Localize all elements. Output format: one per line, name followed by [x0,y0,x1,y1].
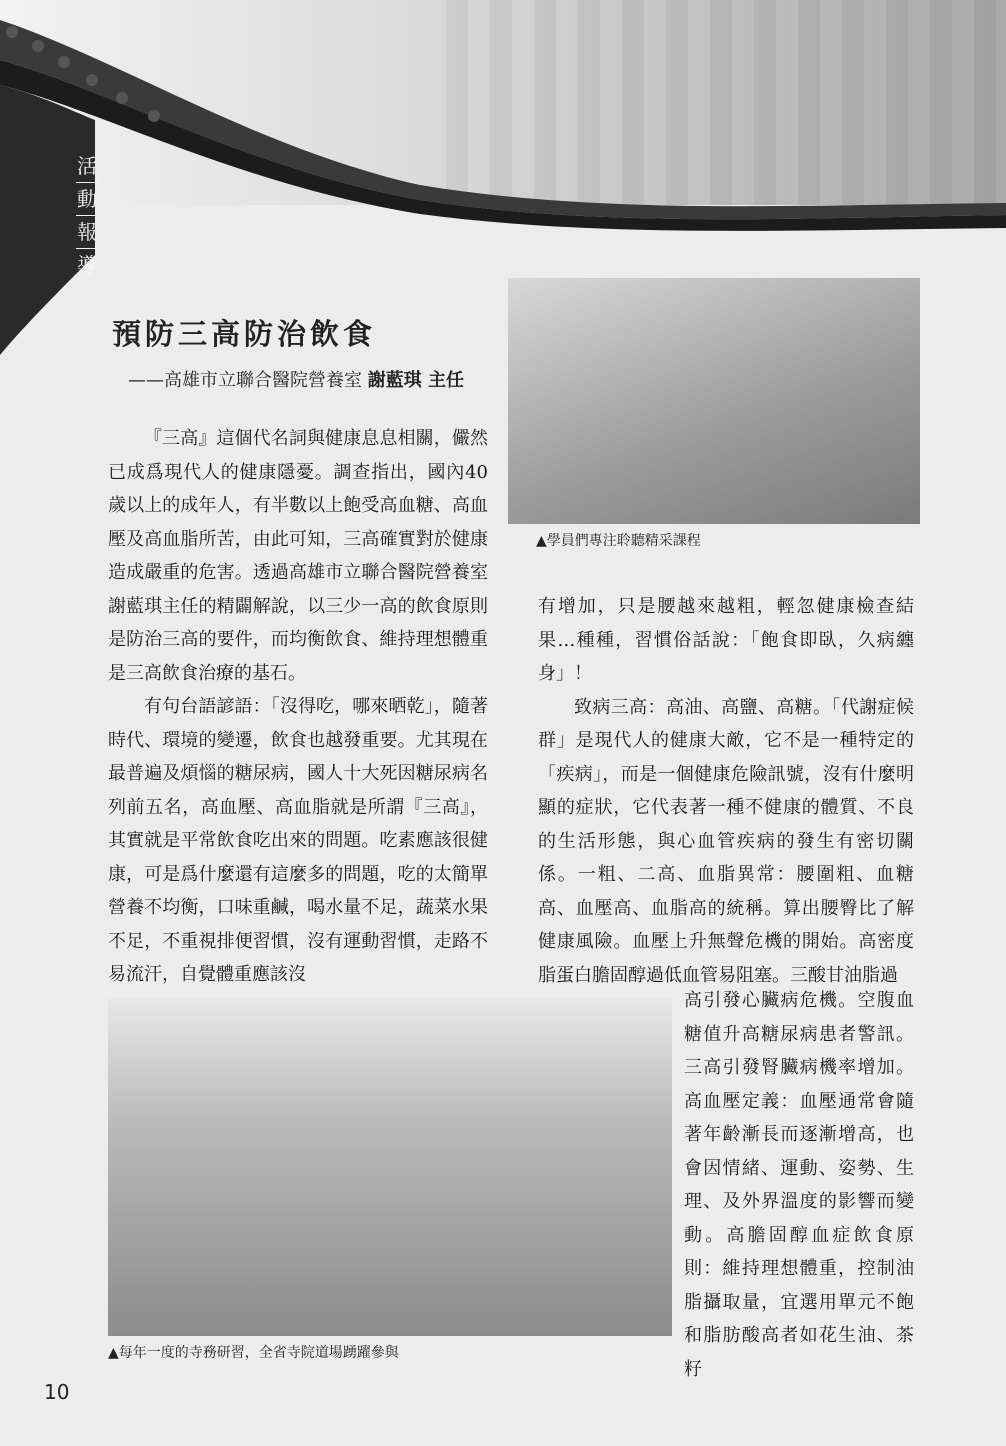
photo-caption: ▲學員們專注聆聽精采課程 [536,533,701,549]
byline-author: 謝藍琪 主任 [367,370,465,391]
narrow-column [684,984,914,1386]
section-label-char: 活 [76,150,98,183]
paragraph: 高引發心臟病危機。空腹血糖值升高糖尿病患者警訊。三高引發腎臟病機率增加。高血壓定義：血壓通常會隨著年齡漸長而逐漸增高，也會因情緒、運動、姿勢、生理、及外界溫度的影響而變動。高膽固醇血症飲食原則：維持理想體重，控制油脂攝取量，宜選用單元不飽和脂肪酸高者如花生油、茶籽 [684,990,914,1380]
left-column [108,422,488,992]
paragraph: 『三高』這個代名詞與健康息息相關，儼然已成爲現代人的健康隱憂。調查指出，國內40歲以上的成年人，有半數以上飽受高血糖、高血壓及高血脂所苦，由此可知，三高確實對於健康造成嚴重的危害。透過高雄市立聯合醫院營養室謝藍琪主任的精闢解說，以三少一高的飲食原則是防治三高的要件，而均衡飲食、維持理想體重是三高飲食治療的基石。 [108,428,488,684]
right-column [538,590,914,992]
section-label-char: 動 [76,183,98,216]
section-label-char: 報 [76,216,98,249]
paragraph: 有增加，只是腰越來越粗，輕忽健康檢查結果…種種，習慣俗話說：「飽食即臥，久病纏身」！ [538,596,914,684]
photo-caption: ▲每年一度的寺務研習，全省寺院道場踴躍參與 [108,1345,399,1361]
section-label [76,150,98,281]
article-byline [128,366,464,392]
photo-seminar-hall [108,998,672,1336]
section-label-char: 導 [77,253,97,277]
page-number: 10 [44,1380,70,1404]
paragraph: 致病三高：高油、高鹽、高糖。「代謝症候群」是現代人的健康大敵，它不是一種特定的「疾病」，而是一個健康危險訊號，沒有什麼明顯的症狀，它代表著一種不健康的體質、不良的生活形態，與心血管疾病的發生有密切關係。一粗、二高、血脂異常：腰圍粗、血糖高、血壓高、血脂高的統稱。算出腰臀比了解健康風險。血壓上升無聲危機的開始。高密度脂蛋白膽固醇過低血管易阻塞。三酸甘油脂過 [538,696,914,986]
byline-prefix: ——高雄市立聯合醫院營養室 [128,370,368,391]
article-title: 預防三高防治飲食 [112,317,377,351]
paragraph: 有句台語諺語：「沒得吃，哪來晒乾」，隨著時代、環境的變遷，飲食也越發重要。尤其現在最普遍及煩惱的糖尿病，國人十大死因糖尿病名列前五名，高血壓、高血脂就是所謂『三高』，其實就是平常飲食吃出來的問題。吃素應該很健康，可是爲什麼還有這麼多的問題，吃的太簡單營養不均衡，口味重鹹，喝水量不足，蔬菜水果不足，不重視排便習慣，沒有運動習慣，走路不易流汗，自覺體重應該沒 [108,696,488,985]
photo-students-listening [508,278,920,524]
